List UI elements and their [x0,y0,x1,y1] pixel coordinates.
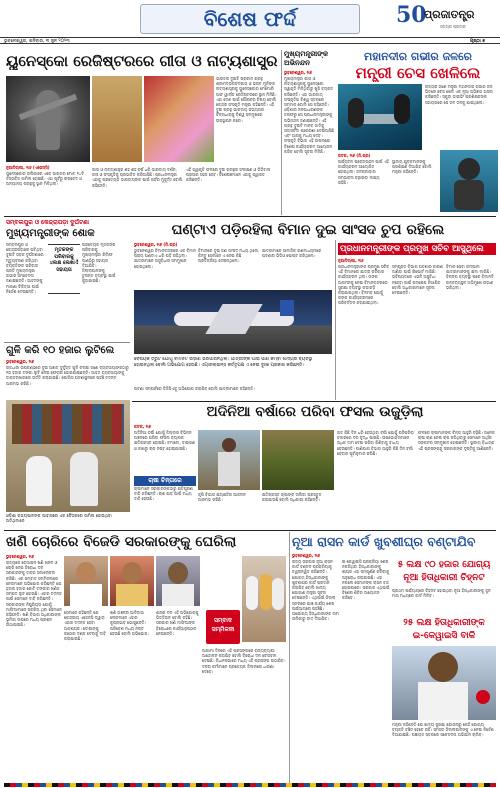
leader-portrait-2 [110,556,154,606]
plane-body-col2: ବିମାନରେ ଦୁଇ ଜଣ ସାଂସଦ ମଧ୍ୟ ଥିଲେ, କିନ୍ତୁ ସେମାନେ ଏ ନେଇ କିଛି ପ୍ରତିକ୍ରିୟା ଦେଇନଥିଲେ। [198,248,260,264]
bureaucrats-meeting-image [6,400,130,512]
plane-body-wide: ବୈଷୟିକ ତ୍ରୁଟି ଯୋଗୁଁ ବିମାନଟି ଉଡ଼ାଣ ଭରିପାରିନଥିଲା। ଯାତ୍ରୀଙ୍କ ପାଇଁ ପାଣି କିମ୍ବା ଖାଦ୍ୟର ବ୍ୟବସ୍ଥା ହୋଇନଥିଲା ବୋଲି ଅଭିଯୋଗ ହେଉଛି। ଏୟାରଲାଇନ୍ସ କର୍ତ୍ତୃପକ୍ଷ ଏ ନେଇ ଦୁଃଖ ପ୍ରକାଶ କରିଛନ୍ତି। [134,357,313,368]
plane-headline: ଘଣ୍ଟାଏ ପଡ଼ିରହିଲା ବିମାନ ଦୁଇ ସାଂସଦ ଚୁପ ରହିଲେ [171,222,445,238]
crop-body-col3: କୃଷି ବିଭାଗ କ୍ଷୟକ୍ଷତିର ଆକଳନ ଆରମ୍ଭ କରିଛି। [198,492,246,503]
anniversary-mark: 50 [396,2,427,28]
crop-body-col4: କ୍ଷତିଗ୍ରସ୍ତ ଚାଷୀଙ୍କ ତାଲିକା ପ୍ରସ୍ତୁତ କରାଯାଉଛି ବୋଲି ଅଧିକାରୀ କହିଛନ୍ତି। [262,492,322,503]
condolence-body-col2: ପ୍ରତ୍ୟେକ ମୃତକଙ୍କ ପରିବାରକୁ ମୁଖ୍ୟମନ୍ତ୍ରୀ ରିଲିଫ ପାଣ୍ଠିରୁ ସହାୟତା ଦିଆଯିବ। ଜିଲ୍ଲାପାଳଙ୍କୁ ତୁରନ୍ତ ବ୍ୟବସ୍ଥା ପାଇଁ କୁହାଯାଇଛି। [82,242,116,284]
gita-byline: ନୂଆଦିଲ୍ଲୀ, ୨ା୬ (ଏଜେନ୍ସି) [6,165,50,170]
divider [289,532,290,784]
condolence-body-col1: ସମ୍ବଲପୁର ଓ କେନ୍ଦ୍ରାପଡ଼ାରେ ଘଟିଥିବା ଦୁଇଟି ସଡ଼କ ଦୁର୍ଘଟଣାରେ ମୃତ୍ୟୁବରଣ କରିଥିବା ବ୍ୟକ୍ତିଙ୍କ ପରିବାର ପ୍ରତି ମୁଖ୍ୟମନ୍ତ୍ରୀ ଗଭୀର ସମବେଦନା ଜଣାଇଛନ୍ତି। ଆହତଙ୍କୁ ମାଗଣା ଚିକିତ୍ସା ପାଇଁ ନିର୍ଦ୍ଦେଶ ଦେଇଛନ୍ତି। [6,242,44,294]
plane-body-col3: ଯାତ୍ରୀମାନେ ସାମାଜିକ ଗଣମାଧ୍ୟମରେ ଘଟଣାର ଭିଡିଓ ପୋଷ୍ଟ କରିଥିଲେ। [262,248,322,259]
pm-secretary-byline: ନୂଆଦିଲ୍ଲୀ, ୨ା୬ [338,258,364,263]
cm-felicitation-byline: ଭୁବନେଶ୍ୱର, ୨ା୬ [284,70,312,75]
mining-body-col2: ସେମାନେ କହିଛନ୍ତି ଯେ କେନ୍ଦ୍ରୀୟ ଏଜେନ୍ସି ଦ୍ୱାରା ଏହାର ତଦନ୍ତ ହେବା ଆବଶ୍ୟକ। ଦୋଷୀଙ୍କୁ କଠୋର ଦଣ୍ଡ ଦେବାକୁ ଦାବି କରାଯାଇଛି। [64,610,106,642]
ration-body-col3: ପ୍ରଥମ ପର୍ଯ୍ୟାୟରେ ଚିହ୍ନଟ ହୋଇଥିବା ନୂଆ ହିତାଧିକାରୀଙ୍କୁ ଜୁନ ମାସ ମଧ୍ୟରେ କାର୍ଡ ମିଳିବ। [392,588,491,599]
cm-felicitation-headline: ମୁଖ୍ୟମନ୍ତ୍ରୀଙ୍କ ଅଭିନନ୍ଦନ [284,50,329,67]
gita-body-col4: ଏହି ସ୍ୱୀକୃତି ଫଳରେ ଦୁଇ ଗ୍ରନ୍ଥର ସଂରକ୍ଷଣ ଓ ଡିଜିଟାଲ ପ୍ରସାର ସହଜ ହେବ। ବିଶେଷଜ୍ଞମାନେ ଏହାକୁ ସ୍ୱାଗତ କରିଛନ୍ତି। [186,167,271,183]
crop-byline: କଟକ, ୨ା୬ [134,424,152,429]
brand-logo [396,2,496,34]
damaged-field-image [262,430,334,490]
sea-headline-top: ମହାନଦୀର ଗଭୀର ଜଳରେ [364,50,472,63]
mining-headline: ଖଣି ଚୋରିରେ ବିଜେଡି ସରକାରଙ୍କୁ ଘେରିଲା [6,534,237,550]
divider [281,50,282,215]
sea-body-right: ରାଜ୍ୟର ଜଣେ ମନ୍ତ୍ରୀ ମହାନଦୀର ଗଭୀର ଜଳ ଭିତରେ ଚେସ ଖେଳି ଏକ ନୂଆ ଅଭିଜ୍ଞତା ହାସଲ କରିଛନ୍ତି। ସ୍କୁବା ଡାଇଭିଂ ପ୍ରଶିକ୍ଷକଙ୍କ ସହାୟତାରେ ସେ ଜଳ ତଳକୁ ଯାଇଥିଲେ। [425,84,493,105]
section-title: ବିଶେଷ ଫର୍ଦ୍ଦ [203,7,297,31]
divider [132,401,496,402]
ration-headline: ନୂଆ ରାସନ କାର୍ଡ ଖୁବଶୀଘ୍ର ବଣ୍ଟାଯିବ [292,534,476,549]
gita-body-col2: ୟୁନେସ୍କୋର ତାଲିକାରେ ଏବେ ଭାରତର ମୋଟ ୧୪ଟି ଦସ୍ତାବିଜ ସାମିଲ ହୋଇଛି। ଏହା ପୂର୍ବରୁ ଋଗ୍ବେଦ ଓ ଅନ୍ୟାନ୍ୟ ଗ୍ରନ୍ଥକୁ ସ୍ଥାନ ମିଳିଥିଲା। [6,171,85,187]
sea-body-col1: ପର୍ଯ୍ୟଟନ ପ୍ରୋତ୍ସାହନ ପାଇଁ ଏହି କାର୍ଯ୍ୟକ୍ରମ ଆୟୋଜିତ ହୋଇଥିଲା। ଜଳକ୍ରୀଡ଼ାର ସମ୍ଭାବନା ବଢ଼ାଇବା ଲକ୍ଷ୍ୟ ରହିଛି। [338,159,389,185]
shiva-sculpture-image [6,76,90,162]
diver-image [440,150,498,212]
pm-secretary-body-col2: ସମ୍ପୃକ୍ତ ବିଭାଗ ଘଟଣାର କାରଣ ଜାଣିବା ପାଇଁ ରିପୋର୍ଟ ମାଗିଛି। ଭବିଷ୍ୟତରେ ଏଭଳି ଅସୁବିଧା ନହେବା ପାଇଁ ପଦକ୍ଷେପ ନିଆଯିବ ବୋଲି ଅଧିକାରୀମାନେ ସୂଚନା ଦେଇଛନ୍ତି। [392,264,443,296]
page-number: ପୃଷ୍ଠା ୭ [470,39,486,44]
condolence-quote-box [48,244,80,294]
bureaucrats-meeting-caption: ଓଡ଼ିଶା ରାଜ୍ୟପାଳଙ୍କ ଆବାସରେ ଏକ ବୈଠକରେ ସାମିଲ ହୋଇଥିବା ଅତିଥିମାନେ [6,513,112,524]
divider [4,530,496,531]
sea-body-col2: ସ୍ଥାନୀୟ ଯୁବକମାନଙ୍କୁ ପ୍ରଶିକ୍ଷଣ ଦିଆଯିବ ବୋଲି ମନ୍ତ୍ରୀ କହିଛନ୍ତି। [392,159,432,175]
gun-loot-byline: ଭୁବନେଶ୍ୱର, ୨ା୬ [6,359,34,364]
divider [4,342,130,343]
crop-subhead: ଚାଷୀ ଚିନ୍ତାରେ [134,476,196,486]
crop-body-col6: ଫଳରେ ଚାଷୀମାନଙ୍କ ଚିନ୍ତା ଆହୁରି ବଢ଼ିଛି। ଅନେକ ଚାଷୀ ଋଣ ନେଇ ଚାଷ କରିଥିବାରୁ ସେମାନେ ଆର୍ଥିକ ସଙ୍କଟର ସମ୍ମୁଖୀନ ହୋଇଛନ୍ତି। ସ୍ଥାନୀୟ ବିଧାୟକ ଏହି ପ୍ରସଙ୍ଗକୁ ସରକାରଙ୍କ ଦୃଷ୍ଟିକୁ ଆଣିଛନ୍ତି। [418,430,495,451]
crop-damage-headline: ଅଦିନିଆ ବର୍ଷାରେ ପରିବା ଫସଲ ଉଜୁଡ଼ିଲା [206,404,424,420]
leader-portrait-3 [156,556,200,606]
registration-strip [4,783,496,787]
ration-stat-line1: ୫ ଲକ୍ଷ ୯୦ ହଜାର ଯୋଗ୍ୟ [397,560,491,570]
plane-body-col1: ଭୁବନେଶ୍ୱର ବିମାନବନ୍ଦରରେ ଏକ ବିମାନ ପ୍ରାୟ ଘଣ୍ଟାଏ ଧରି ପଡ଼ି ରହିଥିଲା। ଯାତ୍ରୀମାନେ ଅସୁବିଧାର ସମ୍ମୁଖୀନ ହୋଇଥିଲେ। [134,248,196,269]
mining-boxed-label [206,610,240,644]
gun-loot-body: ରାଜଧାନୀ ଉପକଣ୍ଠରେ ଦୁଇ ଅଜ୍ଞାତ ଦୁର୍ବୃତ୍ତ ଗୁଳି ଚଳାଇ ଜଣେ ବ୍ୟବସାୟୀଙ୍କଠାରୁ ୧୦ ହଜାର ଟଙ୍କା ଲୁଟି ନେଇ ଫେରାର ହୋଇଯାଇଛନ୍ତି। ଆହତ ବ୍ୟବସାୟୀଙ୍କୁ ଡାକ୍ତରଖାନାରେ ଭର୍ତ୍ତି କରାଯାଇଛି। ପୋଲିସ ଘଟଣାସ୍ଥଳରେ ପହଞ୍ଚି ତଦନ୍ତ ଆରମ୍ଭ କରିଛି। [6,365,129,386]
ration-body-col1: ରାଜ୍ୟ ସରକାର ନୂଆ ରାସନ କାର୍ଡ ବଣ୍ଟନ ପ୍ରକ୍ରିୟାକୁ ତ୍ୱରାନ୍ୱିତ କରିଛନ୍ତି। ଯୋଗ୍ୟ ହିତାଧିକାରୀଙ୍କୁ ଖୁବଶୀଘ୍ର କାର୍ଡ ପ୍ରଦାନ କରାଯିବ ବୋଲି ଖାଦ୍ୟ ଯୋଗାଣ ମନ୍ତ୍ରୀ ସୂଚନା ଦେଇଛନ୍ତି। ଏଥିପାଇଁ ଜିଲ୍ଲା ସ୍ତରରେ ଯାଞ୍ଚ କାର୍ଯ୍ୟ ଶେଷ ପର୍ଯ୍ୟାୟରେ ପହଞ୍ଚିଛି। ଅଯୋଗ୍ୟ ହିତାଧିକାରୀଙ୍କ ନାମ ତାଲିକାରୁ ବାଦ ଦିଆଯିବ। [292,559,339,622]
minister-image [392,646,496,720]
dateline-bar [0,37,500,44]
mining-body-col3: ଖଣି ଅଞ୍ଚଳର ଆଦିବାସୀ ଲୋକମାନେ ଏହାର କୁପ୍ରଭାବ ଭୋଗୁଛନ୍ତି। ପରିବେଶ ମଧ୍ୟ ନଷ୍ଟ ହେଉଛି ବୋଲି ଅଭିଯୋଗ। [110,610,150,636]
crop-body-col5: ଗତ କିଛି ଦିନ ଧରି ହେଉଥିବା ବର୍ଷା ଯୋଗୁଁ ପନିପରିବା ବଜାରରେ ଦର ବୃଦ୍ଧି ପାଇଛି। ଉପଭୋକ୍ତାମାନେ ଅଧିକ ଦାମ ଦେଇ ପରିବା କିଣିବାକୁ ବାଧ୍ୟ ହେଉଛନ୍ତି। ପାଣିପାଗ ବିଭାଗ ଆହୁରି କିଛି ଦିନ ବର୍ଷା ହେବାର ପୂର୍ବାନୁମାନ କରିଛି। [337,430,415,456]
underwater-chess-image [338,84,422,150]
ration-stat-line3: ୨୫ ଲକ୍ଷ ହିତାଧିକାରୀଙ୍କ [403,618,485,628]
plane-byline: ଭୁବନେଶ୍ୱର, ୨ା୬ (ନି.ପ୍ର) [134,242,178,247]
condolence-quote: ମୃତକଙ୍କ ପରିବାରକୁ ୪ଲକ୍ଷ ଲେଖାଏଁ ସହାୟତା [49,247,79,273]
mining-byline: ଭୁବନେଶ୍ୱର, ୨ା୬ [6,554,34,559]
airplane-image [134,290,332,354]
ration-stat-line4: ଇ-କେୱାଇସି ବାକି [412,631,476,641]
mining-boxed-text: ସମ୍ବାଦ ସମ୍ମିଳନୀ [211,617,235,633]
gita-body-col1: ଭାରତର ଦୁଇଟି ପ୍ରାଚୀନ ଗ୍ରନ୍ଥ ଶ୍ରୀମଦ୍ଭଗବଦ୍ଗୀତା ଓ ଭରତ ମୁନିଙ୍କ ନାଟ୍ୟଶାସ୍ତ୍ରକୁ ୟୁନେସ୍କୋର ମେମୋରି ଅଫ ୱାର୍ଲ୍ଡ ରେଜିଷ୍ଟରରେ ସ୍ଥାନ ମିଳିଛି। ଏହା ଦେଶ ପାଇଁ ଗୌରବର ବିଷୟ ବୋଲି କେନ୍ଦ୍ର ସଂସ୍କୃତି ମନ୍ତ୍ରୀ କହିଛନ୍ତି। ଏହି ଦୁଇ ଗ୍ରନ୍ଥ ଭାରତୀୟ ସଭ୍ୟତାର ଚିନ୍ତାଧାରାକୁ ବିଶ୍ୱ ସମ୍ମୁଖରେ ଉପସ୍ଥାପନ କରେ। [216,76,277,123]
divider [335,240,336,400]
farmer-image [198,430,260,490]
crop-body-col2: ଚାଷୀମାନେ ସରକାରଙ୍କଠାରୁ କ୍ଷତିପୂରଣ ଦାବି କରିଛନ୍ତି। ଋଣ ଛାଡ଼ ପାଇଁ ମଧ୍ୟ ଦାବି ହେଉଛି। [134,486,193,502]
gita-manuscript-image [92,76,142,162]
leader-portrait-1 [64,556,108,606]
plane-body-bottom: ଘଟଣା ସମ୍ପର୍କରେ ଡିଜିସିଏକୁ ଅଭିଯୋଗ କରାଯିବ ବୋଲି ଯାତ୍ରୀମାନେ କହିଛନ୍ତି। [134,386,255,391]
mining-body-col1: ରାଜ୍ୟରେ ବେଆଇନ ଖଣି ଖନନ ଓ ଚୋରି ନେଇ ବିରୋଧୀ ଦଳ ସରକାରଙ୍କୁ ତୀବ୍ର ସମାଲୋଚନା କରିଛି। ଏକ ସମ୍ବାଦ ସମ୍ମିଳନୀରେ ନେତାମାନେ ଅଭିଯୋଗ କରିଛନ୍ତି ଯେ ହଜାର ହଜାର କୋଟି ଟଙ୍କାର ଖଣିଜ ସମ୍ପଦ ଲୁଟ ହୋଇଛି। ଏହାର ତଦନ୍ତ ପାଇଁ ସେମାନେ ଦାବି କରିଛନ୍ତି। ସରକାରଙ୍କ ନିଷ୍କ୍ରିୟତା ଯୋଗୁଁ ମାଫିଆମାନେ ସକ୍ରିୟ ଥିବା ସେମାନେ କହିଛନ୍ତି। ଖଣି ବିଭାଗ ଅଧିକାରୀଙ୍କ ଭୂମିକା ଉପରେ ମଧ୍ୟ ପ୍ରଶ୍ନ ଉଠାଯାଇଛି। [6,560,62,628]
dancer-painting-image [144,76,214,162]
press-meet-image [242,556,286,642]
dateline: ଭୁବନେଶ୍ୱର, ଶନିବାର, ୩ ଜୁନ ୨୦୨୩ [4,39,70,44]
ration-stat-line2: ନୂଆ ହିତାଧିକାରୀ ଚିହ୍ନଟ [403,573,485,583]
mining-body-col5: ଆଗାମୀ ଦିନରେ ଏହି ପ୍ରସଙ୍ଗରେ ରାଜ୍ୟବ୍ୟାପୀ ଆନ୍ଦୋଳନ କରାଯିବ ବୋଲି ବିରୋଧୀ ଦଳ ଚେତାବନୀ ଦେଇଛି। ବିଧାନସଭାରେ ମଧ୍ୟ ଏହି ପ୍ରସଙ୍ଗ ଉଠାଯିବ। ଦଳର କର୍ମୀମାନେ ପ୍ରତ୍ୟେକ ଜିଲ୍ଲାରେ ଧାରଣା ଦେବେ। [202,648,286,674]
brand-name: ପ୍ରଜାତନ୍ତ୍ର [424,8,475,21]
crop-body-col1: ଅଦିନିଆ ବର୍ଷା ଯୋଗୁଁ ଜିଲ୍ଲାର ବିଭିନ୍ନ ଅଞ୍ଚଳରେ ପରିବା ଫସଲ ବ୍ୟାପକ କ୍ଷତିଗ୍ରସ୍ତ ହୋଇଛି। ଟମାଟୋ, ବାଇଗଣ ଓ କଖାରୁ ଚାଷ ନଷ୍ଟ ହୋଇଯାଇଛି। [134,430,196,451]
pm-secretary-body-col3: ବିମାନ ସେବା କମ୍ପାନୀ ଯାତ୍ରୀମାନଙ୍କୁ କ୍ଷମା ମାଗିଛି। ବିକଳ୍ପ ବ୍ୟବସ୍ଥା ପରେ ବିମାନଟି ଗନ୍ତବ୍ୟସ୍ଥଳ ଅଭିମୁଖେ ଉଡ଼ାଣ ଭରିଥିଲା। [446,264,494,290]
cm-felicitation-body: ମୁଖ୍ୟମନ୍ତ୍ରୀ ଗୀତା ଓ ନାଟ୍ୟଶାସ୍ତ୍ରକୁ ୟୁନେସ୍କୋ ସ୍ୱୀକୃତି ମିଳିଥିବାରୁ ଖୁସି ବ୍ୟକ୍ତ କରିଛନ୍ତି। ଏହା ଭାରତୀୟ ସଂସ୍କୃତିର ବିଶ୍ୱ ସ୍ତରରେ ସମ୍ମାନ ବୋଲି ସେ କହିଛନ୍ତି। ଓଡ଼ିଶାର ଜନସାଧାରଣଙ୍କ ତରଫରୁ ସେ ପ୍ରଧାନମନ୍ତ୍ରୀଙ୍କୁ ଅଭିନନ୍ଦନ ଜଣାଇଛନ୍ତି। ଏହି ଗ୍ରନ୍ଥ ଦୁଇଟି ମାନବ ଜାତିକୁ ସଦାସର୍ବଦା ପ୍ରେରଣା ଦେଇଆସିଛି ଏବଂ ଆଗକୁ ମଧ୍ୟ ଦେବ। ସଂସ୍କୃତି ବିଭାଗ ଏହି ଉପଲକ୍ଷେ ବିଶେଷ କାର୍ଯ୍ୟକ୍ରମ ଆୟୋଜନ କରିବ ବୋଲି ସୂଚନା ମିଳିଛି। [284,76,334,154]
masthead [0,0,500,44]
sea-headline-main: ମନ୍ତ୍ରୀ ଚେସ ଖେଳିଲେ [355,64,481,82]
condolence-headline: ମୁଖ୍ୟମନ୍ତ୍ରୀଙ୍କ ଶୋକ [6,228,95,239]
brand-tagline: ସତ୍ୟର ପ୍ରତୀକ [440,24,466,29]
condolence-kicker: ସମ୍ବଲପୁର ଓ କେନ୍ଦ୍ରାପଡ଼ା ଦୁର୍ଘଟଣା [6,219,90,226]
ration-byline: ଭୁବନେଶ୍ୱର, ୨ା୬ [292,553,320,558]
gita-body-col3: ଗୀତା ଓ ନାଟ୍ୟଶାସ୍ତ୍ର ଶହ ଶହ ବର୍ଷ ଧରି ଭାରତୀୟ ଦର୍ଶନ, କଳା ଓ ସଂସ୍କୃତିକୁ ପ୍ରଭାବିତ କରିଆସିଛି। ପ୍ରଧାନମନ୍ତ୍ରୀ ଏହାକୁ ପ୍ରତ୍ୟେକ ଭାରତୀୟଙ୍କ ପାଇଁ ଗର୍ବର ମୁହୂର୍ତ୍ତ ବୋଲି କହିଛନ୍ତି। [92,167,183,188]
gita-headline: ୟୁନେସ୍କୋ ରେଜିଷ୍ଟରରେ ଗୀତା ଓ ନାଟ୍ୟଶାସ୍ତ୍ର [6,52,278,70]
mining-body-col4: ଶାସକ ଦଳ ଏହି ଅଭିଯୋଗକୁ ଭିତ୍ତିହୀନ ବୋଲି କହିଛି। ସରକାର ଖଣି ମାଫିଆଙ୍କ ବିରୋଧରେ କାର୍ଯ୍ୟାନୁଷ୍ଠାନ ନେଉଛନ୍ତି। [156,610,199,636]
divider [4,216,496,217]
pm-secretary-body-col1: ପ୍ରଧାନମନ୍ତ୍ରୀଙ୍କ ପ୍ରମୁଖ ସଚିବ ଏହି ବିମାନରେ ଯାତ୍ରା କରିବାର କାର୍ଯ୍ୟକ୍ରମ ଥିଲା। ତାଙ୍କ ଆଗମନକୁ ନେଇ ବିମାନବନ୍ଦରରେ ସୁରକ୍ଷା ବ୍ୟବସ୍ଥା କଡ଼ାକଡ଼ି କରାଯାଇଥିଲା। ବିଳମ୍ବ ଯୋଗୁଁ ତାଙ୍କ କାର୍ଯ୍ୟକ୍ରମରେ ପରିବର୍ତ୍ତନ କରାଯାଇଥିଲା। [338,264,390,306]
ration-body-col4: ମନ୍ତ୍ରୀ କହିଛନ୍ତି ଯେ ଖାଦ୍ୟ ସୁରକ୍ଷା ଯୋଜନାରୁ କେହି ଯୋଗ୍ୟ ବ୍ୟକ୍ତି ବଞ୍ଚିତ ହେବେ ନାହିଁ। ସମସ୍ତ ଜିଲ୍ଲାପାଳଙ୍କୁ ଏ ନେଇ ନିର୍ଦ୍ଦେଶ ଦିଆଯାଇଛି। ପଞ୍ଚାୟତ ସ୍ତରରେ ସଚେତନତା ଅଭିଯାନ ଚାଲିବ। [392,722,494,738]
sea-byline: କଟକ, ୨ା୬ (ନି.ପ୍ର) [338,153,371,158]
pm-secretary-headline: ପ୍ରଧାନମନ୍ତ୍ରୀଙ୍କ ପ୍ରମୁଖ ସଚିବ ଆସୁଥିଲେ [338,243,496,255]
ration-body-col2: ଇ-କେୱାଇସି ପ୍ରକ୍ରିୟା ଶେଷ ନକରିଥିବା ହିତାଧିକାରୀଙ୍କୁ ଶୀଘ୍ର ଏହା ସମ୍ପୂର୍ଣ୍ଣ କରିବାକୁ ଅନୁରୋଧ କରାଯାଇଛି। ଏହା ନକଲେ ସେମାନଙ୍କ ରାସନ ବନ୍ଦ ହୋଇପାରେ। ସରକାର ଏଥିପାଇଁ ବିଶେଷ ଶିବିର ଆୟୋଜନ କରିବେ। [342,559,390,601]
gun-loot-headline: ଗୁଳି କରି ୧୦ ହଜାର ଲୁଟିଲେ [6,345,115,356]
